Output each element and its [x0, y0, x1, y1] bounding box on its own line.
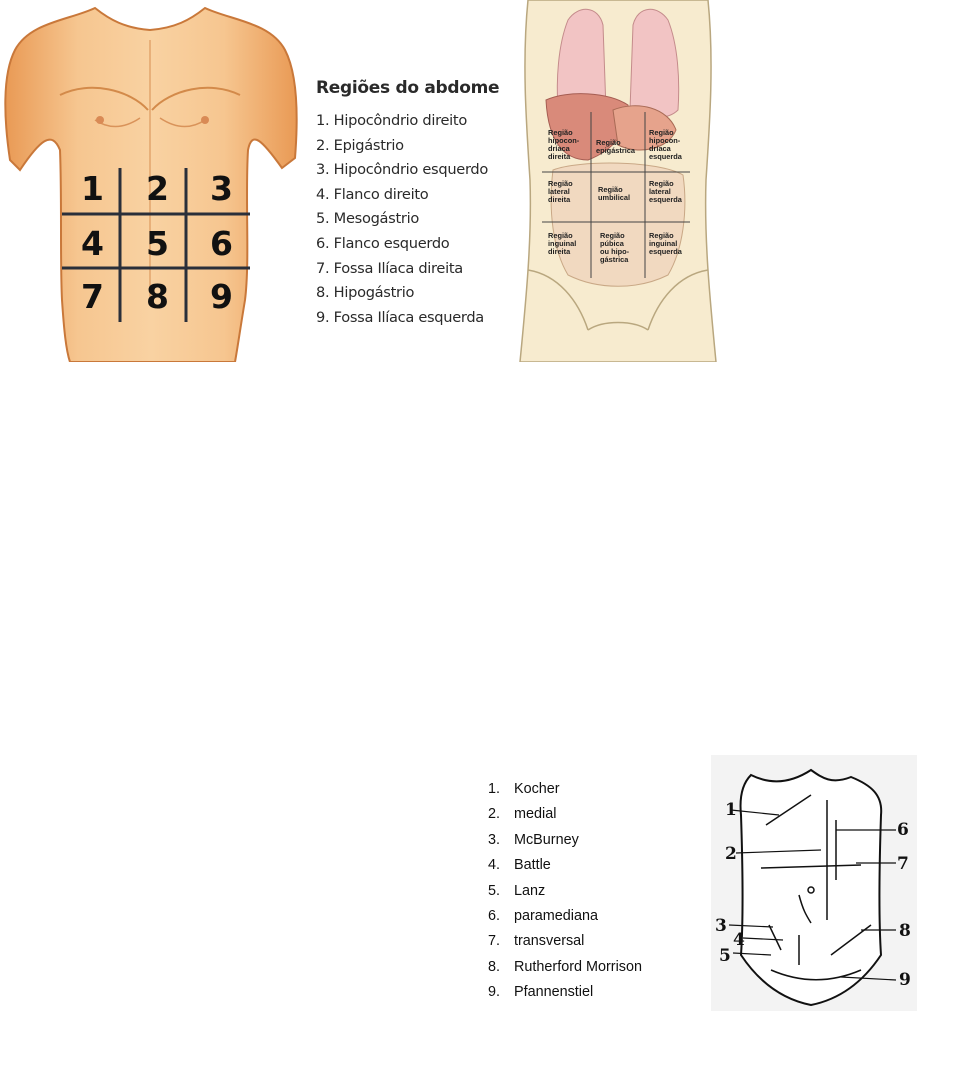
incisions-ordered-list [488, 777, 688, 1006]
incision-item [488, 777, 688, 802]
legend-item-number: 8. [316, 284, 330, 302]
legend-item-number: 2. [316, 136, 330, 154]
legend-item [316, 207, 511, 232]
legend-item-number: 1. [316, 112, 330, 129]
legend-item [316, 158, 511, 183]
legend-item-text: Hipocôndrio direito [333, 112, 467, 129]
incision-item-text: paramediana [514, 907, 599, 924]
legend-item-text: Hipogástrio [333, 284, 415, 302]
abdomen-regions-legend [316, 78, 511, 330]
legend-item [316, 109, 511, 134]
diagram-label-5: 5 [719, 946, 731, 966]
region-label-hypochondriac-left: Região hipocon- dríaca esquerda [649, 128, 682, 161]
legend-item-text: Fossa Ilíaca esquerda [333, 308, 484, 326]
torso-illustration [0, 0, 300, 362]
legend-item-number: 5. [316, 210, 330, 228]
incision-item-text: Kocher [514, 781, 560, 797]
diagram-label-9: 9 [899, 970, 911, 990]
region-number-9: 9 [210, 277, 233, 316]
incision-item-number: 7. [488, 933, 501, 950]
legend-title: Regiões do abdome [316, 78, 500, 98]
legend-item-text: Flanco direito [333, 185, 429, 203]
incision-item-text: McBurney [514, 831, 579, 848]
incision-item-text: Rutherford Morrison [514, 958, 642, 975]
torso-regions-figure [0, 0, 300, 362]
incisions-illustration [711, 755, 917, 1011]
region-number-7: 7 [81, 277, 104, 316]
incision-item-number: 1. [488, 781, 501, 797]
legend-item-number: 6. [316, 234, 330, 252]
legend-item [316, 134, 511, 159]
legend-item-number: 4. [316, 185, 330, 203]
incision-item [488, 955, 688, 980]
region-label-lateral-right: Região lateral direita [548, 179, 573, 204]
legend-item-text: Hipocôndrio esquerdo [333, 161, 488, 179]
incision-item [488, 904, 688, 929]
region-label-pubic: Região púbica ou hipo- gástrica [600, 231, 630, 264]
legend-item-text: Mesogástrio [333, 210, 419, 228]
incision-item-number: 6. [488, 907, 501, 924]
incision-item [488, 853, 688, 878]
incision-item-text: transversal [514, 933, 585, 950]
region-number-8: 8 [146, 277, 169, 316]
region-label-inguinal-right: Região inguinal direita [548, 231, 577, 256]
incision-item-number: 8. [488, 958, 501, 975]
diagram-label-7: 7 [897, 854, 909, 874]
incision-item [488, 879, 688, 904]
legend-item-text: Epigástrio [333, 136, 404, 154]
incision-item-text: Battle [514, 857, 551, 874]
incision-item-number: 9. [488, 984, 501, 1001]
incision-item-number: 5. [488, 882, 501, 899]
legend-item [316, 306, 511, 331]
diagram-label-1: 1 [725, 800, 737, 820]
region-label-inguinal-left: Região inguinal esquerda [649, 231, 682, 256]
diagram-label-3: 3 [715, 916, 727, 936]
incision-item-text: medial [514, 806, 557, 823]
legend-item [316, 257, 511, 282]
legend-item-text: Flanco esquerdo [333, 234, 450, 252]
incision-item-number: 2. [488, 806, 501, 823]
legend-list [316, 109, 511, 330]
legend-item-number: 3. [316, 161, 330, 179]
diagram-label-6: 6 [897, 820, 909, 840]
incision-item [488, 929, 688, 954]
incisions-list [488, 777, 688, 1006]
region-label-lateral-left: Região lateral esquerda [649, 179, 682, 204]
region-number-5: 5 [146, 224, 169, 263]
region-number-4: 4 [81, 224, 104, 263]
region-number-1: 1 [81, 169, 104, 208]
legend-item [316, 281, 511, 306]
incision-item [488, 980, 688, 1005]
legend-item-number: 9. [316, 308, 330, 326]
region-label-hypochondriac-right: Região hipocon- dríaca direita [548, 128, 580, 161]
incisions-diagram [711, 755, 917, 1011]
region-label-umbilical: Região umbilical [598, 185, 631, 202]
legend-item [316, 183, 511, 208]
incision-item-text: Pfannenstiel [514, 984, 594, 1001]
legend-item-text: Fossa Ilíaca direita [333, 259, 463, 277]
anatomical-regions-figure [518, 0, 718, 362]
diagram-label-8: 8 [899, 921, 911, 941]
anatomy-illustration [518, 0, 718, 362]
diagram-label-4: 4 [733, 930, 745, 950]
incision-item-number: 3. [488, 831, 501, 848]
legend-item [316, 232, 511, 257]
region-number-2: 2 [146, 169, 169, 208]
incision-item-text: Lanz [514, 882, 546, 899]
incision-item [488, 828, 688, 853]
region-label-epigastric: Região epigástrica [596, 138, 636, 155]
incision-item-number: 4. [488, 857, 501, 874]
diagram-label-2: 2 [725, 844, 737, 864]
region-number-3: 3 [210, 169, 233, 208]
region-number-6: 6 [210, 224, 233, 263]
incision-item [488, 802, 688, 827]
legend-item-number: 7. [316, 259, 330, 277]
